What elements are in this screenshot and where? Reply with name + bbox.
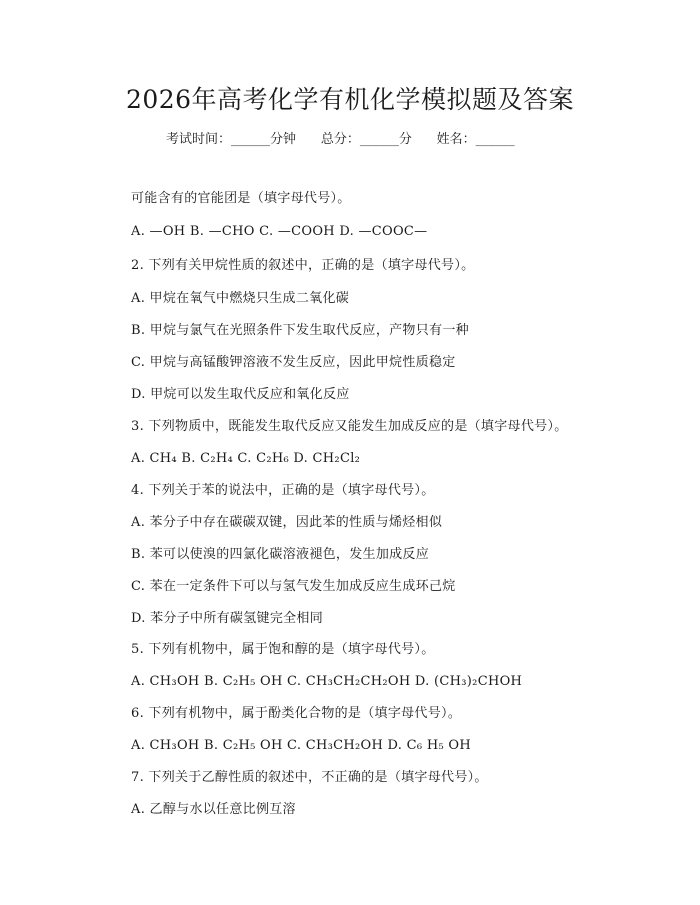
question-line: 5. 下列有机物中，属于饱和醇的是（填字母代号）。	[131, 642, 435, 657]
question-line: 6. 下列有机物中，属于酚类化合物的是（填字母代号）。	[131, 706, 462, 721]
question-line: A. CH₄ B. C₂H₄ C. C₂H₆ D. CH₂Cl₂	[131, 451, 361, 466]
page-title: 2026年高考化学有机化学模拟题及答案	[125, 85, 575, 114]
name-label: 姓名：______	[436, 132, 515, 147]
question-line: C. 苯在一定条件下可以与氢气发生加成反应生成环己烷	[131, 579, 456, 594]
question-line: D. 苯分子中所有碳氢键完全相同	[131, 611, 324, 626]
question-line: A. CH₃OH B. C₂H₅ OH C. CH₃CH₂CH₂OH D. (CH₃)₂CHOH	[131, 674, 523, 689]
question-line: 2. 下列有关甲烷性质的叙述中，正确的是（填字母代号）。	[131, 258, 475, 273]
total-score-label: 总分：______分	[320, 132, 412, 147]
question-line: A. 甲烷在氧气中燃烧只生成二氧化碳	[131, 291, 350, 306]
question-line: 7. 下列关于乙醇性质的叙述中，不正确的是（填字母代号）。	[131, 770, 488, 785]
question-line: B. 甲烷与氯气在光照条件下发生取代反应，产物只有一种	[131, 323, 469, 338]
question-line: 可能含有的官能团是（填字母代号）。	[131, 191, 351, 206]
question-line: A. —OH B. —CHO C. —COOH D. —COOC—	[131, 224, 428, 239]
question-line: A. CH₃OH B. C₂H₅ OH C. CH₃CH₂OH D. C₆ H₅ OH	[131, 738, 472, 753]
question-line: B. 苯可以使溴的四氯化碳溶液褪色，发生加成反应	[131, 547, 430, 562]
question-line: 4. 下列关于苯的说法中，正确的是（填字母代号）。	[131, 483, 435, 498]
question-line: C. 甲烷与高锰酸钾溶液不发生反应，因此甲烷性质稳定	[131, 355, 456, 370]
question-line: A. 苯分子中存在碳碳双键，因此苯的性质与烯烃相似	[131, 515, 443, 530]
question-line: 3. 下列物质中，既能发生取代反应又能发生加成反应的是（填字母代号）。	[131, 419, 568, 434]
question-line: A. 乙醇与水以任意比例互溶	[131, 802, 296, 817]
exam-meta	[166, 131, 515, 149]
question-line: D. 甲烷可以发生取代反应和氧化反应	[131, 387, 350, 402]
exam-time-label: 考试时间：______分钟	[166, 132, 297, 147]
